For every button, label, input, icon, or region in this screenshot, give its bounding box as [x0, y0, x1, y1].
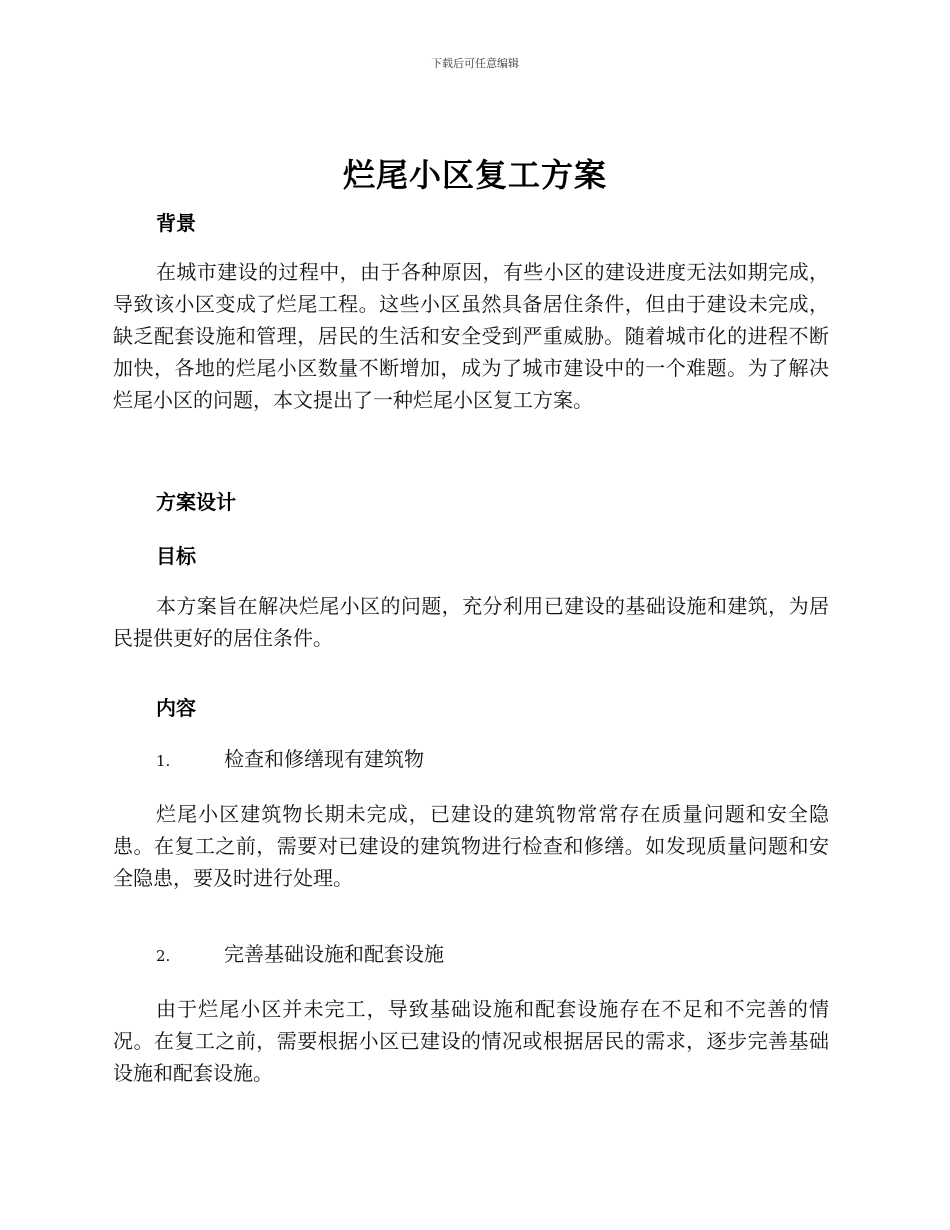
paragraph-goal: 本方案旨在解决烂尾小区的问题，充分利用已建设的基础设施和建筑，为居民提供更好的居住条件。 — [113, 594, 829, 650]
paragraph-item-2: 由于烂尾小区并未完工，导致基础设施和配套设施存在不足和不完善的情况。在复工之前，需要根据小区已建设的情况或根据居民的需求，逐步完善基础设施和配套设施。 — [113, 997, 829, 1085]
list-number-1: 1. — [156, 752, 171, 770]
paragraph-item-1: 烂尾小区建筑物长期未完成，已建设的建筑物常常存在质量问题和安全隐患。在复工之前，需要对已建设的建筑物进行检查和修缮。如发现质量问题和安全隐患，要及时进行处理。 — [113, 802, 829, 890]
document-title: 烂尾小区复工方案 — [342, 156, 607, 194]
list-number-2: 2. — [156, 947, 171, 965]
list-title-1: 检查和修缮现有建筑物 — [224, 747, 424, 771]
list-item-1 — [156, 745, 424, 775]
heading-design: 方案设计 — [156, 490, 236, 514]
heading-goal: 目标 — [156, 544, 196, 568]
heading-background: 背景 — [156, 211, 196, 235]
heading-content: 内容 — [156, 696, 196, 720]
header-note: 下载后可任意编辑 — [431, 57, 519, 70]
list-item-2 — [156, 940, 444, 970]
paragraph-background: 在城市建设的过程中，由于各种原因，有些小区的建设进度无法如期完成，导致该小区变成了烂尾工程。这些小区虽然具备居住条件，但由于建设未完成，缺乏配套设施和管理，居民的生活和安全受到严重威胁。随着城市化的进程不断加快，各地的烂尾小区数量不断增加，成为了城市建设中的一个难题。为了解决烂尾小区的问题，本文提出了一种烂尾小区复工方案。 — [113, 260, 829, 412]
list-title-2: 完善基础设施和配套设施 — [224, 942, 444, 966]
